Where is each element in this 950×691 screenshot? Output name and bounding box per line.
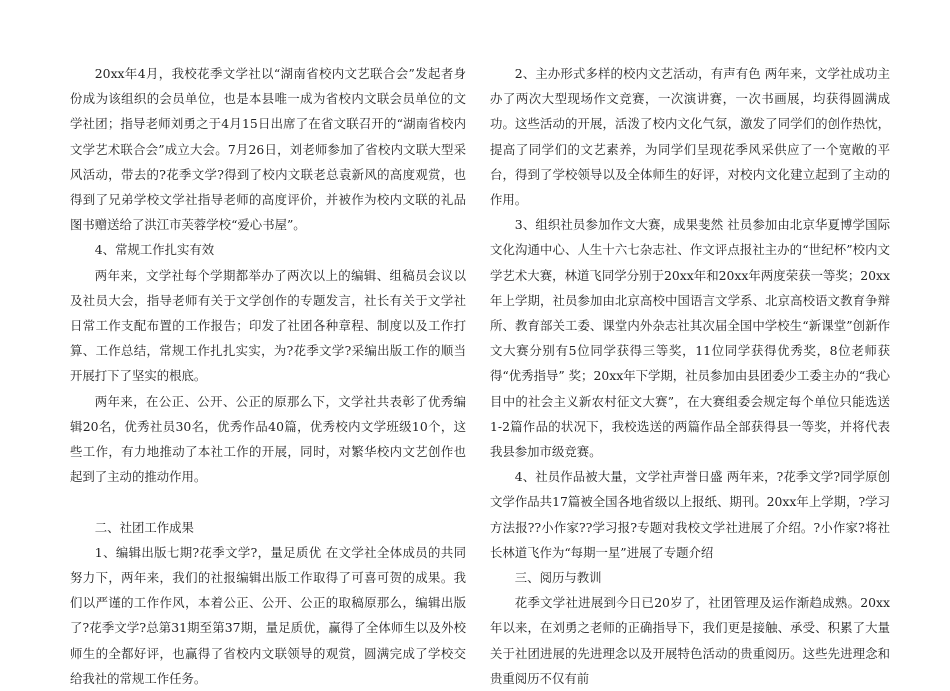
paragraph-essay-contests: 3、组织社员参加作文大赛，成果斐然 社员参加由北京华夏博学国际文化沟通中心、人生十六七杂志社、作文评点报社主办的“世纪杯”校内文学艺术大赛，林道飞同学分别于20xx年和20xx年两度荣获一等奖；20xx年上学期，社员参加由北京高校中国语言文学系、北京高校语文教育争辩所、教育部关工委、课堂内外杂志社其次届全国中学校生“新课堂”创新作文大赛分别有5位同学获得三等奖，11位同学获得优秀奖，8位老师获得“优秀指导” 奖；20xx年下学期，社员参加由县团委少工委主办的“我心目中的社会主义新农村征文大赛”，在大赛组委会规定每个单位只能选送1-2篇作品的状况下，我校选送的两篇作品全部获得县一等奖，并将代表我县参加市级竞赛。	[490, 217, 890, 460]
heading-section-achievements: 二、社团工作成果	[94, 519, 194, 535]
left-column	[70, 61, 466, 691]
paragraph-routine-meetings: 两年来，文学社每个学期都举办了两次以上的编辑、组稿员会议以及社员大会，指导老师有关于文学创作的专题发言，社长有关于文学社日常工作支配布置的工作报告；印发了社团各种章程、制度以及工作打算、工作总结，常规工作扎扎实实，为?花季文学?采编出版工作的顺当开展打下了坚实的根底。	[70, 267, 466, 384]
heading-section-experience: 三、阅历与教训	[514, 570, 602, 586]
paragraph-spacer	[70, 489, 466, 514]
heading-routine-work: 4、常规工作扎实有效	[94, 242, 215, 258]
paragraph-experience: 花季文学社进展到今日已20岁了，社团管理及运作渐趋成熟。20xx年以来，在刘勇之老师的正确指导下，我们更是接触、承受、积累了大量关于社团进展的先进理念以及开展特色活动的贵重阅历。这些先进理念和贵重阅历不仅有前	[490, 595, 890, 686]
paragraph-publishing: 1、编辑出版七期?花季文学?，量足质优 在文学社全体成员的共同努力下，两年来，我们的社报编辑出版工作取得了可喜可贺的成果。我们以严谨的工作作风，本着公正、公开、公正的取稿原那么，编辑出版了?花季文学?总第31期至第37期，量足质优，赢得了全体师生以及外校师生的全都好评，也赢得了省校内文联领导的观赏，圆满完成了学校交给我社的常规工作任务。	[70, 544, 466, 686]
paragraph-published-works: 4、社员作品被大量，文学社声誉日盛 两年来，?花季文学?同学原创文学作品共17篇被全国各地省级以上报纸、期刊。20xx年上学期，?学习方法报??小作家??学习报?专题对我校文学社进展了介绍。?小作家?将社长林道飞作为“每期一星”进展了专题介绍	[490, 469, 890, 560]
paragraph-commendations: 两年来，在公正、公开、公正的原那么下，文学社共表彰了优秀编辑20名，优秀社员30名，优秀作品40篇，优秀校内文学班级10个，这些工作，有力地推动了本社工作的开展，同时，对繁华校内文艺创作也起到了主动的推动作用。	[70, 393, 466, 485]
paragraph-campus-activities: 2、主办形式多样的校内文艺活动，有声有色 两年来，文学社成功主办了两次大型现场作文竞赛，一次演讲赛，一次书画展，均获得圆满成功。这些活动的开展，活泼了校内文化气氛，激发了同学们的创作热忱，提高了同学们的文艺素养，为同学们呈现花季风采供应了一个宽敞的平台，得到了学校领导以及全体师生的好评，对校内文化建立起到了主动的作用。	[490, 66, 890, 208]
paragraph-literature-association: 20xx年4月，我校花季文学社以“湖南省校内文艺联合会”发起者身份成为该组织的会员单位，也是本县唯一成为省校内文联会员单位的文学社团；指导老师刘勇之于4月15日出席了在省文联召开的“湖南省校内文学艺术联合会”成立大会。7月26日，刘老师参加了省校内文联大型采风活动，带去的?花季文学?得到了校内文联老总袁新风的高度观赏，也得到了兄弟学校文学社指导老师的高度评价，并被作为校内文联的礼品图书赠送给了洪江市芙蓉学校“爱心书屋”。	[70, 66, 466, 233]
right-column	[490, 61, 890, 691]
